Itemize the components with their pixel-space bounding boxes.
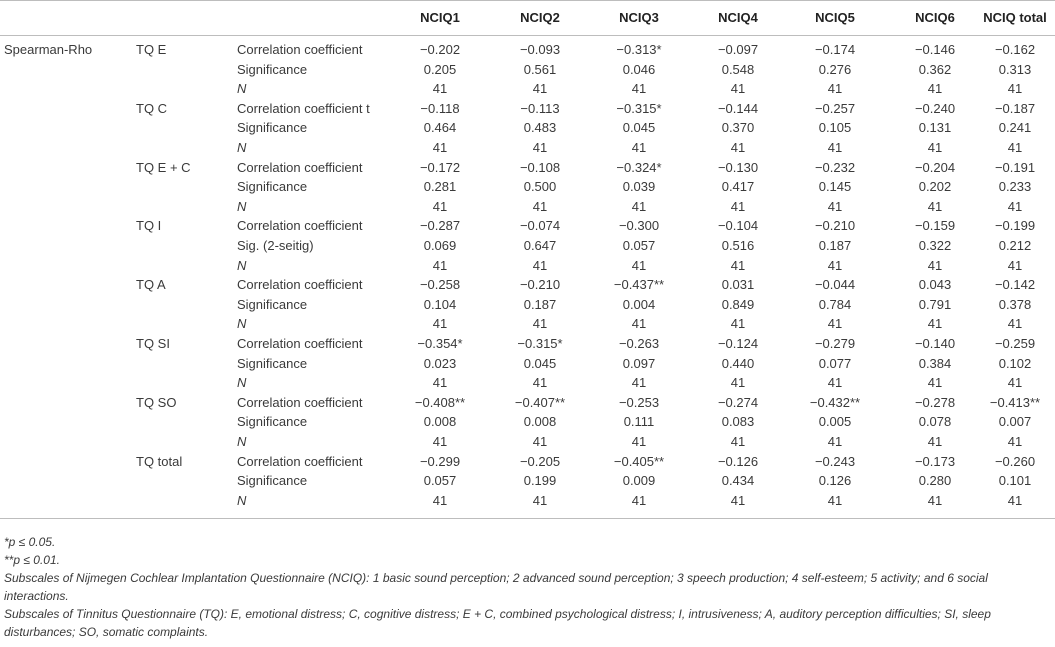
table-cell: 41: [631, 316, 647, 332]
table-cell: 41: [927, 492, 943, 508]
table-cell: −0.278: [914, 394, 956, 410]
table-cell: 41: [532, 492, 548, 508]
table-cell: 41: [827, 81, 843, 97]
table-cell: 0.784: [818, 296, 852, 312]
column-header: NCIQ total: [983, 10, 1047, 25]
table-cell: 0.199: [523, 473, 557, 489]
table-cell: 0.097: [622, 355, 656, 371]
stat-label: N: [237, 434, 247, 449]
table-cell: 41: [927, 375, 943, 391]
table-cell: 0.187: [818, 238, 852, 253]
table-cell: 0.009: [622, 473, 656, 489]
table-cell: 0.440: [721, 355, 755, 371]
table-cell: 41: [730, 375, 746, 391]
table-cell: 41: [631, 375, 647, 391]
stat-label: N: [237, 140, 247, 155]
stat-label: Correlation coefficient: [237, 394, 363, 410]
table-cell: 41: [432, 140, 448, 155]
table-cell: −0.260: [994, 453, 1036, 469]
table-cell: 41: [532, 198, 548, 214]
column-header: NCIQ5: [815, 10, 855, 25]
stat-label: N: [237, 375, 247, 391]
table-cell: 41: [827, 434, 843, 449]
table-cell: 0.281: [423, 179, 457, 195]
table-cell: −0.300: [618, 218, 660, 234]
table-cell: 0.241: [998, 120, 1032, 136]
stat-label: Correlation coefficient: [237, 218, 363, 234]
table-cell: 0.280: [918, 473, 952, 489]
table-cell: 41: [730, 198, 746, 214]
group-label: TQ total: [136, 453, 183, 469]
table-cell: 0.384: [918, 355, 952, 371]
table-cell: 41: [927, 198, 943, 214]
table-cell: 0.126: [818, 473, 852, 489]
table-cell: 0.043: [918, 277, 952, 293]
stat-label: Sig. (2-seitig): [237, 238, 314, 253]
table-cell: 0.516: [721, 238, 755, 253]
table-cell: 41: [827, 140, 843, 155]
table-cell: 0.104: [423, 296, 457, 312]
table-cell: 0.023: [423, 355, 457, 371]
table-cell: 0.205: [423, 61, 457, 77]
group-label: TQ E: [136, 42, 167, 57]
group-label: TQ A: [136, 277, 166, 293]
table-cell: 41: [1007, 81, 1023, 97]
table-cell: −0.044: [814, 277, 856, 293]
table-cell: −0.240: [914, 100, 956, 116]
table-cell: −0.202: [419, 42, 461, 57]
table-cell: −0.413**: [989, 394, 1041, 410]
table-cell: 0.008: [423, 414, 457, 430]
column-header: NCIQ6: [915, 10, 955, 25]
table-cell: −0.204: [914, 159, 956, 175]
table-cell: −0.263: [618, 336, 660, 351]
table-cell: 41: [927, 434, 943, 449]
table-cell: −0.140: [914, 336, 956, 351]
table-cell: 41: [432, 375, 448, 391]
table-cell: −0.191: [994, 159, 1036, 175]
table-cell: 41: [827, 257, 843, 273]
table-cell: 41: [631, 81, 647, 97]
stat-label: Correlation coefficient: [237, 453, 363, 469]
stat-label: Significance: [237, 296, 308, 312]
table-cell: −0.146: [914, 42, 956, 57]
table-cell: −0.257: [814, 100, 856, 116]
table-cell: 41: [827, 198, 843, 214]
table-cell: 0.111: [623, 414, 655, 430]
table-cell: −0.243: [814, 453, 856, 469]
table-cell: 41: [1007, 316, 1023, 332]
table-cell: 41: [532, 81, 548, 97]
table-cell: −0.253: [618, 394, 660, 410]
stat-label: N: [237, 316, 247, 332]
stat-label: Significance: [237, 61, 308, 77]
table-cell: 0.008: [523, 414, 557, 430]
table-cell: 41: [532, 257, 548, 273]
table-cell: 41: [730, 492, 746, 508]
table-cell: −0.313*: [616, 42, 662, 57]
table-cell: 41: [827, 316, 843, 332]
stat-label: N: [237, 257, 247, 273]
table-cell: −0.205: [519, 453, 561, 469]
table-cell: 41: [730, 434, 746, 449]
table-cell: 0.464: [423, 120, 457, 136]
stat-label: Correlation coefficient: [237, 159, 363, 175]
footnote: **p ≤ 0.01.: [4, 553, 60, 567]
group-label: TQ SO: [136, 394, 177, 410]
table-cell: −0.258: [419, 277, 461, 293]
table-cell: 41: [432, 316, 448, 332]
footnote: Subscales of Tinnitus Questionnaire (TQ): E, emotional distress; C, cognitive distress; E + C, combined psychological distress; I, intrusiveness; A, auditory perception difficulties; SI, sleep disturbances; SO, somatic complaints.: [4, 607, 991, 639]
table-cell: 41: [927, 81, 943, 97]
table-cell: −0.130: [717, 159, 759, 175]
table-cell: 41: [631, 434, 647, 449]
table-cell: 41: [432, 492, 448, 508]
table-cell: 0.233: [998, 179, 1032, 195]
table-cell: −0.232: [814, 159, 856, 175]
table-cell: 41: [1007, 257, 1023, 273]
table-cell: −0.210: [814, 218, 856, 234]
stat-label: Significance: [237, 179, 308, 195]
table-cell: 41: [927, 316, 943, 332]
table-cell: 41: [532, 316, 548, 332]
table-cell: 0.057: [622, 238, 656, 253]
table-cell: −0.174: [814, 42, 856, 57]
stat-label: Significance: [237, 355, 308, 371]
table-cell: 0.434: [721, 473, 755, 489]
table-cell: −0.210: [519, 277, 561, 293]
group-label: TQ C: [136, 100, 168, 116]
table-cell: 41: [730, 140, 746, 155]
table-footnotes: [4, 533, 1049, 641]
table-cell: −0.315*: [616, 100, 662, 116]
table-cell: 41: [432, 257, 448, 273]
stat-label: Correlation coefficient: [237, 336, 363, 351]
table-cell: 41: [631, 257, 647, 273]
table-cell: 0.105: [818, 120, 852, 136]
table-cell: −0.299: [419, 453, 461, 469]
table-cell: −0.113: [520, 100, 560, 116]
table-cell: −0.287: [419, 218, 461, 234]
table-cell: −0.405**: [613, 453, 665, 469]
table-cell: −0.108: [519, 159, 561, 175]
column-header: NCIQ4: [718, 10, 758, 25]
table-body: [0, 36, 1055, 519]
stat-label: Correlation coefficient: [237, 42, 363, 57]
table-cell: 0.145: [818, 179, 852, 195]
row-header-label: Spearman-Rho: [4, 42, 93, 57]
table-cell: 0.039: [622, 179, 656, 195]
table-cell: 0.078: [918, 414, 952, 430]
stat-label: Correlation coefficient: [237, 277, 363, 293]
table-cell: 0.077: [818, 355, 852, 371]
column-header: NCIQ1: [420, 10, 460, 25]
group-label: TQ I: [136, 218, 162, 234]
table-cell: 0.370: [721, 120, 755, 136]
table-cell: −0.118: [420, 100, 460, 116]
table-cell: 0.187: [523, 296, 557, 312]
table-cell: 41: [927, 257, 943, 273]
table-cell: −0.187: [994, 100, 1036, 116]
table-cell: −0.315*: [517, 336, 563, 351]
table-cell: 41: [1007, 492, 1023, 508]
table-cell: 0.322: [918, 238, 952, 253]
table-cell: −0.432**: [809, 394, 861, 410]
table-cell: −0.172: [419, 159, 461, 175]
stat-label: Significance: [237, 120, 308, 136]
table-cell: 0.548: [721, 61, 755, 77]
stat-label: Correlation coefficient t: [237, 100, 370, 116]
table-cell: 41: [532, 140, 548, 155]
table-cell: 0.004: [622, 296, 656, 312]
group-label: TQ SI: [136, 336, 170, 351]
table-cell: −0.104: [717, 218, 759, 234]
table-cell: 0.791: [918, 296, 952, 312]
table-cell: 0.083: [721, 414, 755, 430]
table-cell: 41: [730, 257, 746, 273]
table-cell: 0.045: [523, 355, 557, 371]
table-cell: 0.046: [622, 61, 656, 77]
table-cell: 0.561: [523, 61, 557, 77]
table-cell: −0.408**: [414, 394, 466, 410]
table-cell: 41: [1007, 375, 1023, 391]
table-cell: 41: [532, 434, 548, 449]
table-cell: 41: [532, 375, 548, 391]
table-cell: −0.074: [519, 218, 561, 234]
table-cell: 41: [631, 140, 647, 155]
table-cell: −0.354*: [417, 336, 463, 351]
stat-label: Significance: [237, 414, 308, 430]
table-cell: −0.279: [814, 336, 856, 351]
table-cell: 0.313: [998, 61, 1032, 77]
stat-label: N: [237, 198, 247, 214]
table-cell: 41: [827, 492, 843, 508]
table-cell: 0.483: [523, 120, 557, 136]
table-cell: −0.407**: [514, 394, 566, 410]
table-cell: 0.849: [721, 296, 755, 312]
table-cell: 0.101: [998, 473, 1032, 489]
table-cell: 0.045: [622, 120, 656, 136]
column-header: NCIQ3: [619, 10, 659, 25]
table-cell: 41: [730, 81, 746, 97]
table-cell: 0.031: [721, 277, 755, 293]
table-cell: −0.162: [994, 42, 1036, 57]
table-cell: 41: [432, 81, 448, 97]
table-cell: 0.131: [918, 120, 952, 136]
table-cell: −0.259: [994, 336, 1036, 351]
table-cell: −0.274: [717, 394, 759, 410]
table-cell: 0.362: [918, 61, 952, 77]
table-cell: −0.159: [914, 218, 956, 234]
table-cell: 41: [1007, 140, 1023, 155]
table-cell: 0.647: [523, 238, 557, 253]
table-cell: 0.057: [423, 473, 457, 489]
table-cell: 41: [631, 492, 647, 508]
table-cell: 0.202: [918, 179, 952, 195]
table-cell: 0.276: [818, 61, 852, 77]
table-cell: 0.069: [423, 238, 457, 253]
table-cell: 41: [827, 375, 843, 391]
table-cell: 41: [1007, 198, 1023, 214]
table-cell: −0.126: [717, 453, 759, 469]
table-cell: −0.142: [994, 277, 1036, 293]
table-cell: 41: [927, 140, 943, 155]
table-cell: 0.212: [998, 238, 1032, 253]
table-cell: 0.378: [998, 296, 1032, 312]
table-cell: 41: [631, 198, 647, 214]
column-header: NCIQ2: [520, 10, 560, 25]
group-label: TQ E + C: [136, 159, 191, 175]
table-cell: −0.199: [994, 218, 1036, 234]
table-cell: −0.097: [717, 42, 759, 57]
table-header-row: [0, 0, 1055, 36]
table-cell: 0.102: [998, 355, 1032, 371]
table-cell: 0.007: [998, 414, 1032, 430]
table-cell: 41: [730, 316, 746, 332]
table-cell: 0.005: [818, 414, 852, 430]
table-cell: −0.144: [717, 100, 759, 116]
table-cell: −0.324*: [616, 159, 662, 175]
table-cell: 41: [1007, 434, 1023, 449]
table-cell: −0.173: [914, 453, 956, 469]
table-cell: −0.437**: [613, 277, 665, 293]
table-cell: 41: [432, 434, 448, 449]
stat-label: N: [237, 81, 247, 97]
table-cell: 0.417: [721, 179, 755, 195]
table-cell: −0.093: [519, 42, 561, 57]
stat-label: N: [237, 492, 247, 508]
stat-label: Significance: [237, 473, 308, 489]
table-cell: 41: [432, 198, 448, 214]
footnote: *p ≤ 0.05.: [4, 535, 56, 549]
table-cell: 0.500: [523, 179, 557, 195]
table-cell: −0.124: [717, 336, 759, 351]
footnote: Subscales of Nijmegen Cochlear Implantation Questionnaire (NCIQ): 1 basic sound perception; 2 advanced sound perception; 3 speech production; 4 self-esteem; 5 activity; and 6 social interactions.: [4, 571, 988, 603]
